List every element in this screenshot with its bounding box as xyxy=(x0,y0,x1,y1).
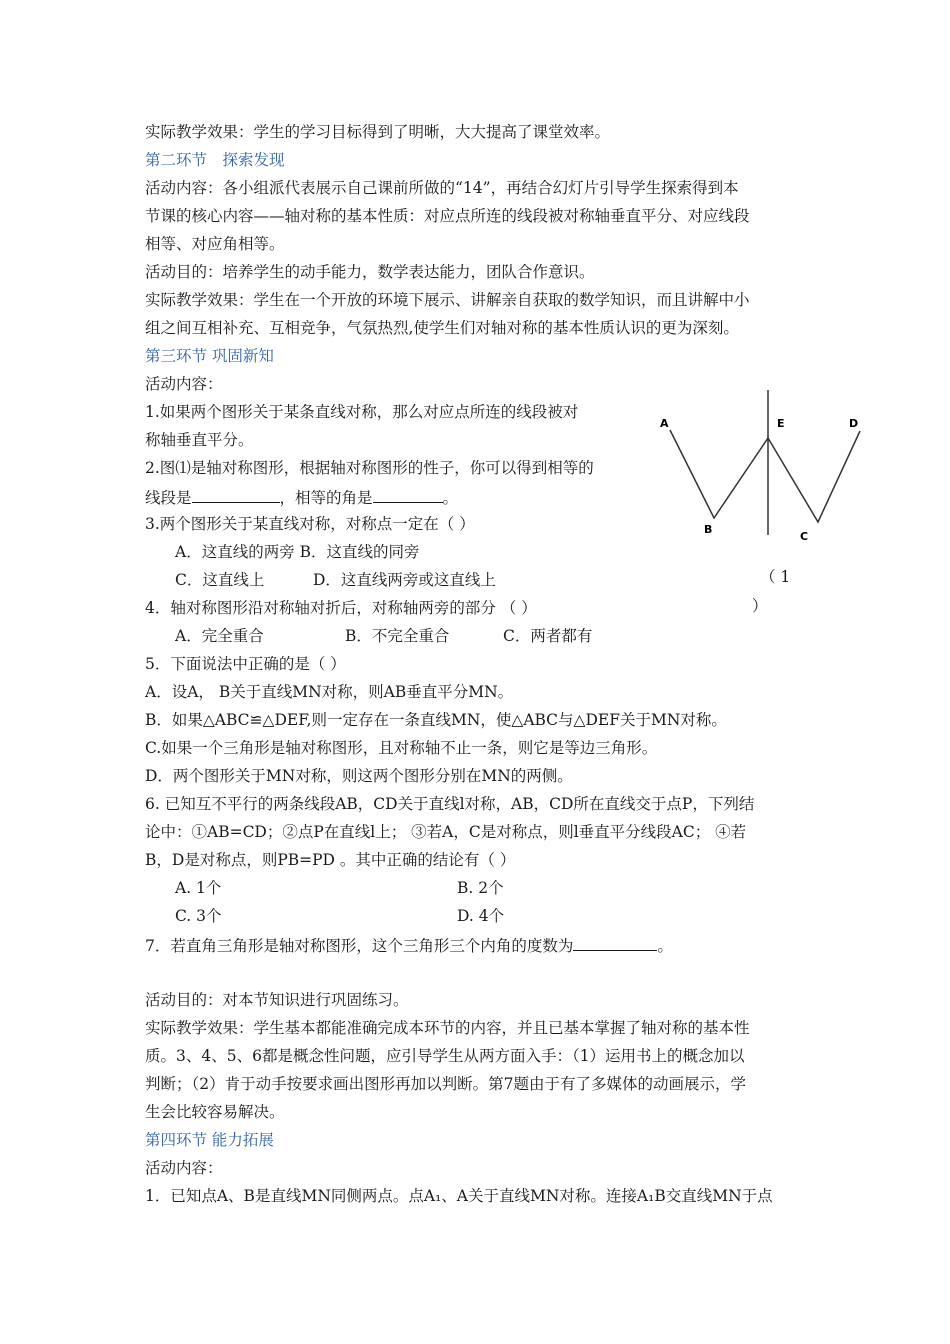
point-label-b: B xyxy=(704,523,713,536)
point-label-a: A xyxy=(660,417,669,430)
option-b: B. 2个 xyxy=(457,879,504,897)
section-heading: 第四环节 能力拓展 xyxy=(145,1131,274,1149)
answer-blank[interactable] xyxy=(373,486,443,503)
section-heading: 第二环节 探索发现 xyxy=(145,151,285,169)
text-line: 活动内容： xyxy=(145,375,223,393)
text-line: 相等、对应角相等。 xyxy=(145,235,285,253)
question-7 xyxy=(145,934,673,956)
point-label-e: E xyxy=(777,417,785,430)
q7-end: 。 xyxy=(657,937,673,955)
point-label-c: C xyxy=(800,530,809,543)
question-4: 4．轴对称图形沿对称轴对折后，对称轴两旁的部分 （ ） xyxy=(145,599,537,617)
text-line: 论中：①AB=CD；②点P在直线l上； ③若A，C是对称点，则l垂直平分线段AC； ④若 xyxy=(145,823,747,841)
question-3-options: A．这直线的两旁 B．这直线的同旁 xyxy=(175,543,420,561)
question-5: 5．下面说法中正确的是（ ） xyxy=(145,655,346,673)
q2-mid: ，相等的角是 xyxy=(279,489,373,507)
text-line: 活动内容： xyxy=(145,1159,223,1177)
option-c: C．这直线上 xyxy=(175,571,265,589)
option-d: D．这直线两旁或这直线上 xyxy=(313,571,496,589)
figure-caption-close: ） xyxy=(752,597,768,615)
text-line: 判断；（2）肯于动手按要求画出图形再加以判断。第7题由于有了多媒体的动画展示，学 xyxy=(145,1075,746,1093)
question-6: 6. 已知互不平行的两条线段AB，CD关于直线l对称，AB，CD所在直线交于点P，下列结 xyxy=(145,795,755,813)
option-d: D．两个图形关于MN对称，则这两个图形分别在MN的两侧。 xyxy=(145,767,573,785)
q7-text: 7．若直角三角形是轴对称图形，这个三角形三个内角的度数为 xyxy=(145,937,574,955)
text-line: 节课的核心内容——轴对称的基本性质：对应点所连的线段被对称轴垂直平分、对应线段 xyxy=(145,207,750,225)
question-3: 3.两个图形关于某直线对称，对称点一定在（ ） xyxy=(145,515,475,533)
question-2-line2 xyxy=(145,486,458,508)
option-c: C.如果一个三角形是轴对称图形，且对称轴不止一条，则它是等边三角形。 xyxy=(145,739,658,757)
point-label-d: D xyxy=(849,417,859,430)
text-line: 活动目的：培养学生的动手能力，数学表达能力，团队合作意识。 xyxy=(145,263,595,281)
text-line: 质。3、4、5、6都是概念性问题，应引导学生从两方面入手：（1）运用书上的概念加以 xyxy=(145,1047,745,1065)
option-a: A．设A， B关于直线MN对称，则AB垂直平分MN。 xyxy=(145,683,514,701)
w-polyline xyxy=(670,430,860,522)
option-b: B．不完全重合 xyxy=(345,627,450,645)
answer-blank[interactable] xyxy=(192,486,280,503)
text-line: 称轴垂直平分。 xyxy=(145,431,254,449)
text-line: 1．已知点A、B是直线MN同侧两点。点A₁、A关于直线MN对称。连接A₁B交直线MN于点 xyxy=(145,1187,773,1205)
option-b: B．如果△ABC≌△DEF,则一定存在一条直线MN，使△ABC与△DEF关于MN对称。 xyxy=(145,711,727,729)
section-heading: 第三环节 巩固新知 xyxy=(145,347,274,365)
option-c: C．两者都有 xyxy=(503,627,593,645)
text-line: 实际教学效果：学生的学习目标得到了明晰，大大提高了课堂效率。 xyxy=(145,123,611,141)
text-line: 实际教学效果：学生在一个开放的环境下展示、讲解亲自获取的数学知识，而且讲解中小 xyxy=(145,291,750,309)
text-line: 活动内容：各小组派代表展示自己课前所做的“14”，再结合幻灯片引导学生探索得到本 xyxy=(145,179,739,197)
option-a: A. 1个 xyxy=(175,879,222,897)
text-line: 组之间互相补充、互相竞争，气氛热烈,使学生们对轴对称的基本性质认识的更为深刻。 xyxy=(145,319,739,337)
figure-caption: （ 1 xyxy=(760,568,791,586)
q2-prefix: 线段是 xyxy=(145,489,192,507)
symmetry-figure xyxy=(652,385,872,585)
text-line: B，D是对称点，则PB=PD 。其中正确的结论有（ ） xyxy=(145,851,516,869)
question-2: 2.图⑴是轴对称图形，根据轴对称图形的性子，你可以得到相等的 xyxy=(145,459,594,477)
option-a: A．完全重合 xyxy=(175,627,264,645)
text-line: 实际教学效果：学生基本都能准确完成本环节的内容，并且已基本掌握了轴对称的基本性 xyxy=(145,1019,750,1037)
text-line: 生会比较容易解决。 xyxy=(145,1103,285,1121)
q2-end: 。 xyxy=(442,489,459,507)
option-c: C. 3个 xyxy=(175,907,222,925)
question-1: 1.如果两个图形关于某条直线对称，那么对应点所连的线段被对 xyxy=(145,403,579,421)
answer-blank[interactable] xyxy=(573,934,657,951)
option-d: D. 4个 xyxy=(457,907,505,925)
text-line: 活动目的：对本节知识进行巩固练习。 xyxy=(145,991,409,1009)
